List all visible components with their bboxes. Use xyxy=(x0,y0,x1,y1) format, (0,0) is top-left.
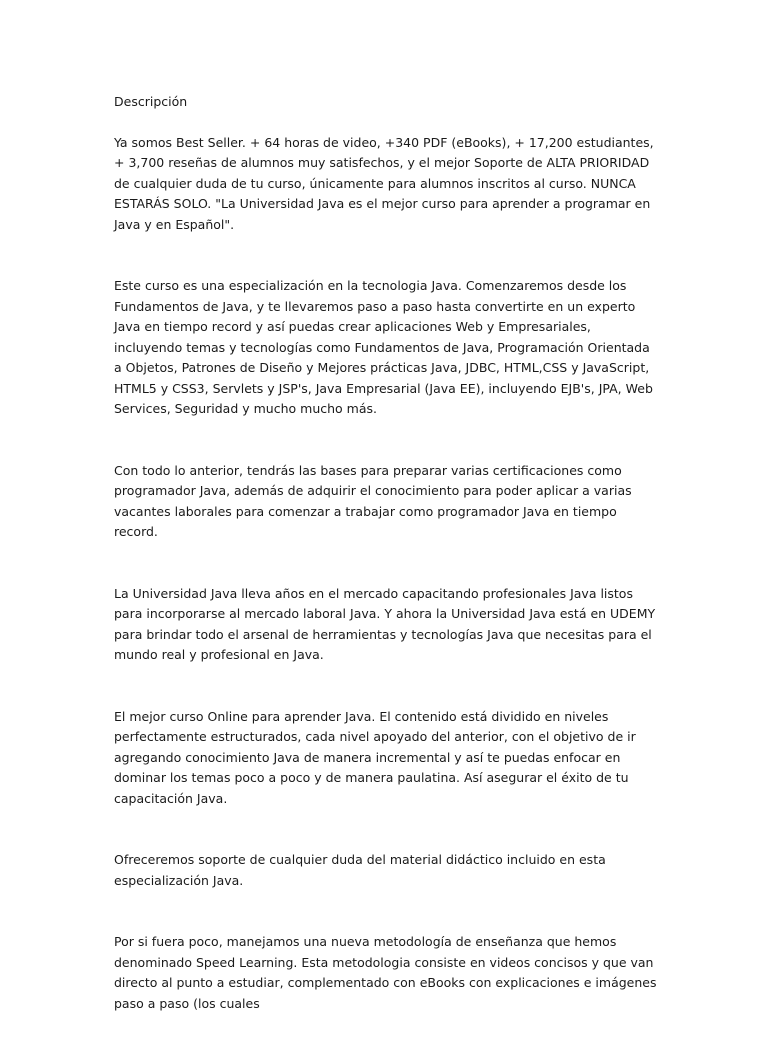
paragraph-speed-learning: Por si fuera poco, manejamos una nueva metodología de enseñanza que hemos denominado Speed Learning. Esta metodologia consiste en videos concisos y que van directo al punto a estudiar, complementado con eBooks con explicaciones e imágenes paso a paso (los cuales xyxy=(114,934,657,1011)
document-body xyxy=(114,92,658,1055)
paragraph-support: Ofreceremos soporte de cualquier duda del material didáctico incluido en esta especialización Java. xyxy=(114,852,606,888)
paragraph-certifications: Con todo lo anterior, tendrás las bases para preparar varias certificaciones como programador Java, además de adquirir el conocimiento para poder aplicar a varias vacantes laborales para comenzar a trabajar como programador Java en tiempo record. xyxy=(114,462,632,539)
paragraph-online-course: El mejor curso Online para aprender Java. El contenido está dividido en niveles perfectamente estructurados, cada nivel apoyado del anterior, con el objetivo de ir agregando conocimiento Java de manera incremental y así te puedas enfocar en dominar los temas poco a poco y de manera paulatina. Así asegurar el éxito de tu capacitación Java. xyxy=(114,708,636,806)
paragraph-university: La Universidad Java lleva años en el mercado capacitando profesionales Java listos para incorporarse al mercado laboral Java. Y ahora la Universidad Java está en UDEMY para brindar todo el arsenal de herramientas y tecnologías Java que necesitas para el mundo real y profesional en Java. xyxy=(114,585,656,662)
paragraph-intro: Ya somos Best Seller. + 64 horas de video, +340 PDF (eBooks), + 17,200 estudiantes, + 3,700 reseñas de alumnos muy satisfechos, y el mejor Soporte de ALTA PRIORIDAD de cualquier duda de tu curso, únicamente para alumnos inscritos al curso. NUNCA ESTARÁS SOLO. "La Universidad Java es el mejor curso para aprender a programar en Java y en Español". xyxy=(114,134,654,232)
description-heading: Descripción xyxy=(114,94,188,109)
paragraph-specialization: Este curso es una especialización en la tecnologia Java. Comenzaremos desde los Fundamentos de Java, y te llevaremos paso a paso hasta convertirte en un experto Java en tiempo record y así puedas crear aplicaciones Web y Empresariales, incluyendo temas y tecnologías como Fundamentos de Java, Programación Orientada a Objetos, Patrones de Diseño y Mejores prácticas Java, JDBC, HTML,CSS y JavaScript, HTML5 y CSS3, Servlets y JSP's, Java Empresarial (Java EE), incluyendo EJB's, JPA, Web Services, Seguridad y mucho mucho más. xyxy=(114,278,653,416)
